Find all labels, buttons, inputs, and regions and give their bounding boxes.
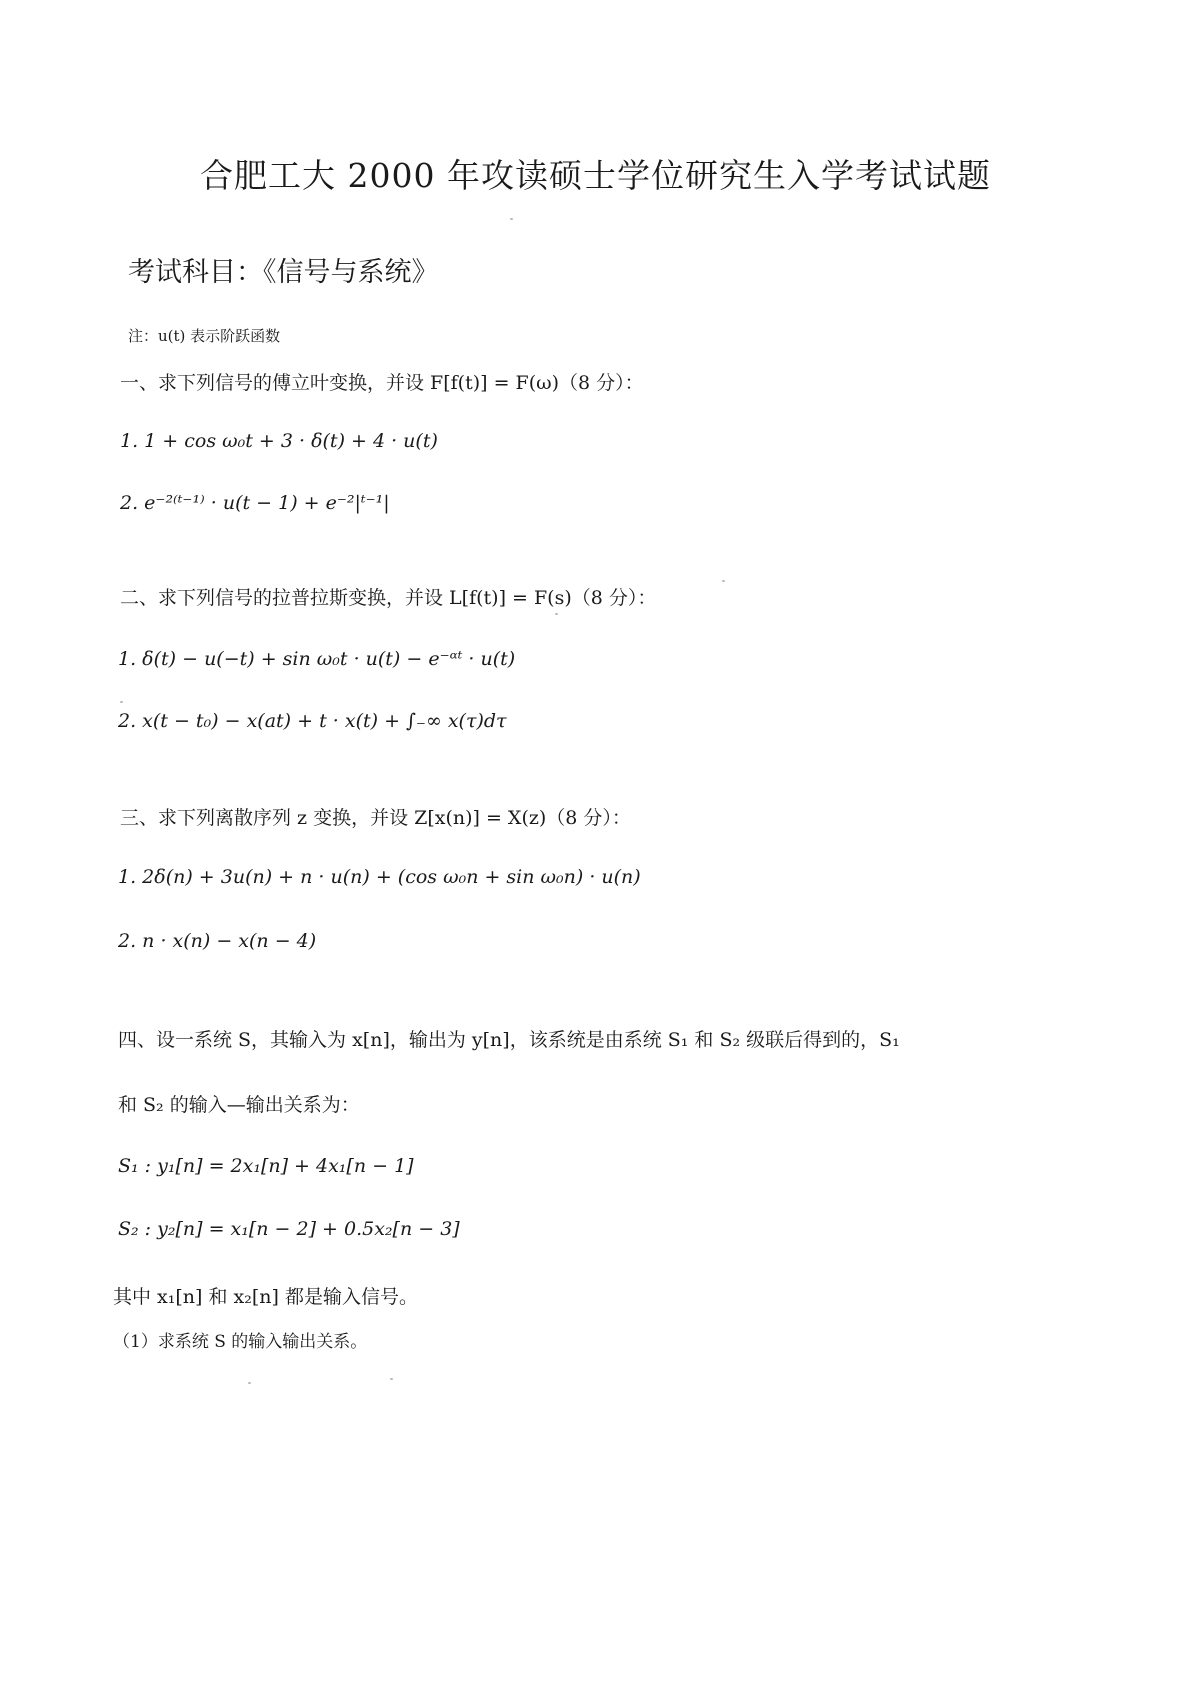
exam-subject: 考试科目：《信号与系统》 bbox=[128, 257, 439, 288]
scan-speck bbox=[248, 1382, 251, 1384]
question-4-equation-s2: S₂ : y₂[n] = x₁[n − 2] + 0.5x₂[n − 3] bbox=[118, 1218, 460, 1240]
exam-title: 合肥工大 2000 年攻读硕士学位研究生入学考试试题 bbox=[200, 156, 991, 195]
question-4-line-3: 其中 x₁[n] 和 x₂[n] 都是输入信号。 bbox=[113, 1286, 418, 1308]
exam-note: 注：u(t) 表示阶跃函数 bbox=[128, 327, 281, 345]
question-1-item-1: 1. 1 + cos ω₀t + 3 · δ(t) + 4 · u(t) bbox=[120, 430, 438, 452]
question-4-equation-s1: S₁ : y₁[n] = 2x₁[n] + 4x₁[n − 1] bbox=[118, 1155, 414, 1177]
question-1-item-2: 2. e⁻²⁽ᵗ⁻¹⁾ · u(t − 1) + e⁻²|ᵗ⁻¹| bbox=[120, 492, 390, 514]
scan-speck bbox=[510, 218, 513, 220]
question-2-item-2: 2. x(t − t₀) − x(at) + t · x(t) + ∫₋∞ x(τ)dτ bbox=[118, 710, 507, 732]
question-3-item-1: 1. 2δ(n) + 3u(n) + n · u(n) + (cos ω₀n + sin ω₀n) · u(n) bbox=[118, 866, 641, 888]
question-4-part-1: （1）求系统 S 的输入输出关系。 bbox=[113, 1332, 368, 1352]
question-3-item-2: 2. n · x(n) − x(n − 4) bbox=[118, 930, 317, 952]
question-2-item-1: 1. δ(t) − u(−t) + sin ω₀t · u(t) − e⁻ᵅᵗ · u(t) bbox=[118, 648, 516, 670]
question-1-heading: 一、求下列信号的傅立叶变换，并设 F[f(t)] = F(ω)（8 分）： bbox=[120, 372, 644, 394]
scan-speck bbox=[722, 580, 725, 582]
scan-speck bbox=[555, 613, 558, 615]
scan-speck bbox=[390, 1378, 393, 1380]
question-3-heading: 三、求下列离散序列 z 变换，并设 Z[x(n)] = X(z)（8 分）： bbox=[120, 807, 631, 829]
scan-speck bbox=[120, 701, 123, 703]
question-2-heading: 二、求下列信号的拉普拉斯变换，并设 L[f(t)] = F(s)（8 分）： bbox=[120, 587, 657, 609]
question-4-line-2: 和 S₂ 的输入—输出关系为： bbox=[118, 1094, 360, 1116]
question-4-line-1: 四、设一系统 S，其输入为 x[n]，输出为 y[n]，该系统是由系统 S₁ 和 S₂ 级联后得到的，S₁ bbox=[118, 1029, 900, 1051]
